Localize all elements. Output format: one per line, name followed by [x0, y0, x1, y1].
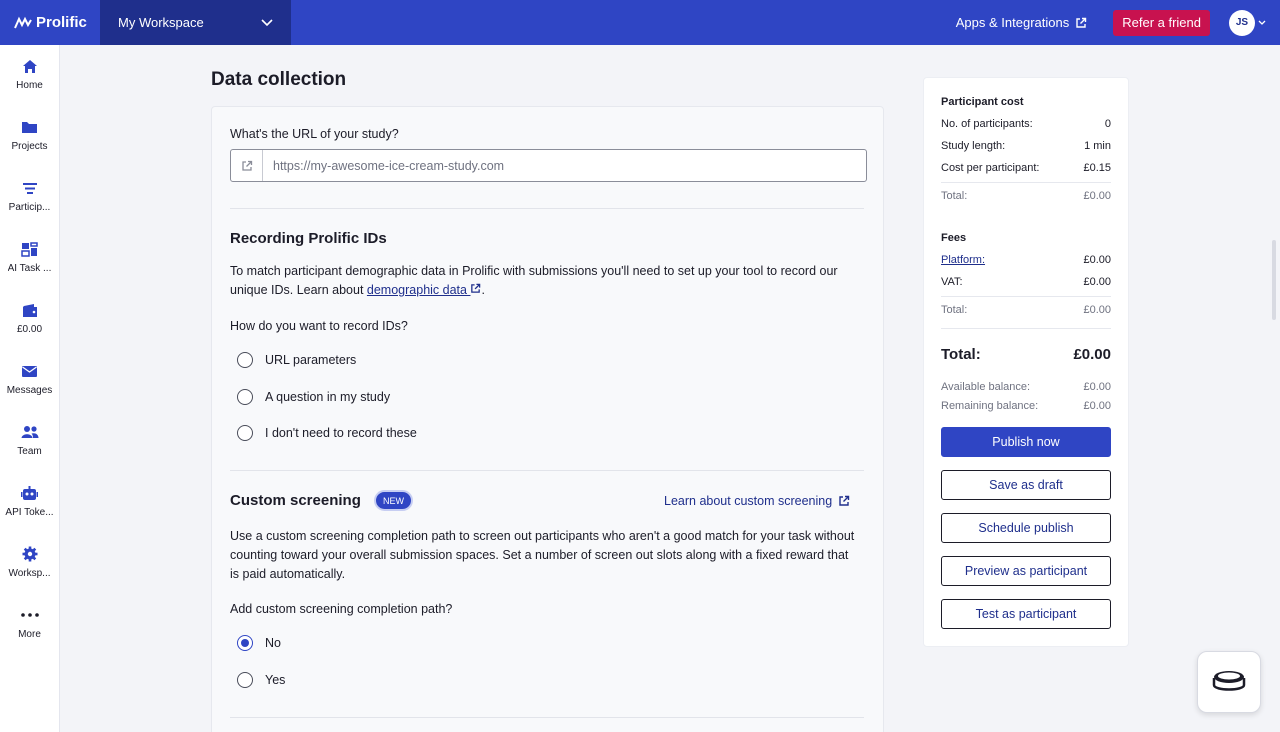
- sidebar-item-balance[interactable]: [0, 301, 59, 353]
- chevron-down-icon: [261, 19, 273, 27]
- demographic-data-link[interactable]: [366, 283, 485, 297]
- radio-button[interactable]: [237, 635, 253, 651]
- radio-no-record[interactable]: [237, 425, 417, 441]
- radio-label: No: [265, 636, 281, 650]
- folder-icon: [21, 118, 39, 136]
- sidebar-item-label: Worksp...: [8, 568, 51, 579]
- summary-label: Available balance:: [941, 381, 1031, 393]
- sidebar-item-api-tokens[interactable]: [0, 484, 59, 536]
- custom-screening-question: Add custom screening completion path?: [230, 602, 453, 616]
- sidebar-item-more[interactable]: [0, 606, 59, 658]
- summary-row-study-length: [941, 140, 1111, 152]
- radio-question-in-study[interactable]: [237, 389, 390, 405]
- data-collection-card: [211, 106, 884, 732]
- summary-label: VAT:: [941, 276, 963, 288]
- recording-ids-text: To match participant demographic data in Prolific with submissions you'll need to set up your tool to record our unique IDs. Learn about: [230, 264, 838, 297]
- sidebar-item-workspace-settings[interactable]: [0, 545, 59, 597]
- radio-screening-yes[interactable]: [237, 672, 285, 688]
- grand-total: [941, 346, 1111, 363]
- chevron-down-icon: [1258, 20, 1266, 26]
- summary-value: £0.00: [1083, 276, 1111, 288]
- summary-divider: [941, 328, 1111, 329]
- sidebar-nav: [0, 45, 60, 732]
- radio-label: URL parameters: [265, 353, 357, 367]
- workspace-name: My Workspace: [118, 15, 204, 30]
- summary-label: Remaining balance:: [941, 400, 1039, 412]
- sidebar-item-messages[interactable]: [0, 362, 59, 414]
- summary-row-remaining-balance: [941, 400, 1111, 412]
- prolific-logo[interactable]: [0, 0, 100, 45]
- publish-now-button[interactable]: Publish now: [941, 427, 1111, 457]
- mail-icon: [21, 362, 39, 380]
- preview-participant-button[interactable]: Preview as participant: [941, 556, 1111, 586]
- summary-row-cost-per-participant: [941, 162, 1111, 174]
- summary-value: £0.00: [1083, 190, 1111, 202]
- home-icon: [21, 57, 39, 75]
- chat-support-icon: [1212, 669, 1246, 695]
- sidebar-item-label: Team: [17, 446, 42, 457]
- logo-mark-icon: [14, 16, 32, 30]
- summary-label: Total:: [941, 190, 968, 202]
- radio-label: Yes: [265, 673, 286, 687]
- sidebar-item-team[interactable]: [0, 423, 59, 475]
- external-link-icon: [470, 283, 481, 294]
- apps-integrations-link[interactable]: [956, 15, 1087, 30]
- summary-value: £0.00: [1083, 304, 1111, 316]
- external-link-icon[interactable]: [231, 150, 263, 181]
- summary-label: Study length:: [941, 140, 1006, 152]
- summary-value: 1 min: [1084, 140, 1111, 152]
- top-bar: [0, 0, 1280, 45]
- account-menu[interactable]: [1229, 10, 1266, 36]
- sidebar-item-label: AI Task ...: [7, 263, 52, 274]
- page-title: Data collection: [211, 69, 347, 90]
- more-icon: [21, 606, 39, 624]
- gear-icon: [21, 545, 39, 563]
- summary-label: Total:: [941, 304, 968, 316]
- radio-label: I don't need to record these: [265, 426, 417, 440]
- sidebar-item-label: £0.00: [16, 324, 43, 335]
- recording-ids-description: [230, 262, 860, 300]
- wallet-icon: [21, 301, 39, 319]
- sidebar-item-label: Messages: [6, 385, 53, 396]
- custom-screening-title: Custom screening: [230, 492, 361, 509]
- summary-value: £0.00: [1083, 381, 1111, 393]
- summary-row-vat: [941, 276, 1111, 288]
- schedule-publish-button[interactable]: Schedule publish: [941, 513, 1111, 543]
- avatar: JS: [1229, 10, 1255, 36]
- study-url-input[interactable]: [263, 159, 866, 173]
- workspace-selector[interactable]: [100, 0, 291, 45]
- summary-row-fees-total: [941, 304, 1111, 316]
- summary-divider: [941, 296, 1111, 297]
- summary-value: £0.00: [1083, 254, 1111, 266]
- sidebar-item-participants[interactable]: [0, 179, 59, 231]
- test-participant-button[interactable]: Test as participant: [941, 599, 1111, 629]
- fees-title: Fees: [941, 232, 967, 244]
- summary-value: £0.15: [1083, 162, 1111, 174]
- summary-label: No. of participants:: [941, 118, 1033, 130]
- radio-button[interactable]: [237, 389, 253, 405]
- grand-total-value: £0.00: [1073, 346, 1111, 363]
- demographic-data-link-label: demographic data: [366, 283, 467, 297]
- participants-icon: [21, 179, 39, 197]
- save-draft-button[interactable]: Save as draft: [941, 470, 1111, 500]
- radio-button[interactable]: [237, 352, 253, 368]
- record-ids-question: How do you want to record IDs?: [230, 319, 408, 333]
- help-chat-widget[interactable]: [1197, 651, 1261, 713]
- section-divider: [230, 717, 864, 718]
- custom-screening-description: Use a custom screening completion path to screen out participants who aren't a good match for your task without counting toward your overall submission spaces. Set a number of screen out slots along with a fixed reward that is paid automatically.: [230, 529, 855, 581]
- radio-screening-no[interactable]: [237, 635, 281, 651]
- learn-custom-screening-label: Learn about custom screening: [664, 494, 833, 508]
- sidebar-item-label: More: [18, 629, 41, 640]
- summary-value: 0: [1104, 118, 1111, 130]
- sidebar-item-label: Projects: [11, 141, 48, 152]
- sidebar-item-ai-tasks[interactable]: [0, 240, 59, 292]
- learn-custom-screening-link[interactable]: [664, 494, 850, 508]
- refer-friend-button[interactable]: Refer a friend: [1113, 10, 1210, 36]
- summary-divider: [941, 182, 1111, 183]
- sidebar-item-label: Home: [16, 80, 43, 91]
- summary-row-participants: [941, 118, 1111, 130]
- summary-row-platform: [941, 254, 1111, 266]
- section-divider: [230, 208, 864, 209]
- participant-cost-title: Participant cost: [941, 96, 1024, 108]
- logo-text: Prolific: [36, 14, 87, 31]
- summary-row-available-balance: [941, 381, 1111, 393]
- url-field-label: What's the URL of your study?: [230, 127, 399, 141]
- page-scrollbar[interactable]: [1272, 240, 1276, 320]
- sidebar-item-projects[interactable]: [0, 118, 59, 170]
- external-link-icon: [1075, 17, 1087, 29]
- sidebar-item-label: API Toke...: [5, 507, 54, 518]
- robot-icon: [21, 484, 39, 502]
- radio-button[interactable]: [237, 425, 253, 441]
- summary-value: £0.00: [1083, 400, 1111, 412]
- recording-ids-title: Recording Prolific IDs: [230, 230, 387, 247]
- platform-fee-link[interactable]: Platform:: [941, 254, 986, 266]
- grand-total-label: Total:: [941, 346, 981, 363]
- study-url-field: [230, 149, 867, 182]
- new-badge: NEW: [374, 490, 413, 511]
- external-link-icon: [838, 495, 850, 507]
- radio-url-parameters[interactable]: [237, 352, 356, 368]
- team-icon: [21, 423, 39, 441]
- sidebar-item-home[interactable]: [0, 57, 59, 109]
- apps-integrations-label: Apps & Integrations: [955, 15, 1070, 30]
- summary-row-participant-total: [941, 190, 1111, 202]
- ai-task-icon: [21, 240, 39, 258]
- radio-label: A question in my study: [265, 390, 391, 404]
- sidebar-item-label: Particip...: [8, 202, 51, 213]
- recording-ids-text-end: .: [481, 283, 485, 297]
- summary-label: Cost per participant:: [941, 162, 1040, 174]
- section-divider: [230, 470, 864, 471]
- radio-button[interactable]: [237, 672, 253, 688]
